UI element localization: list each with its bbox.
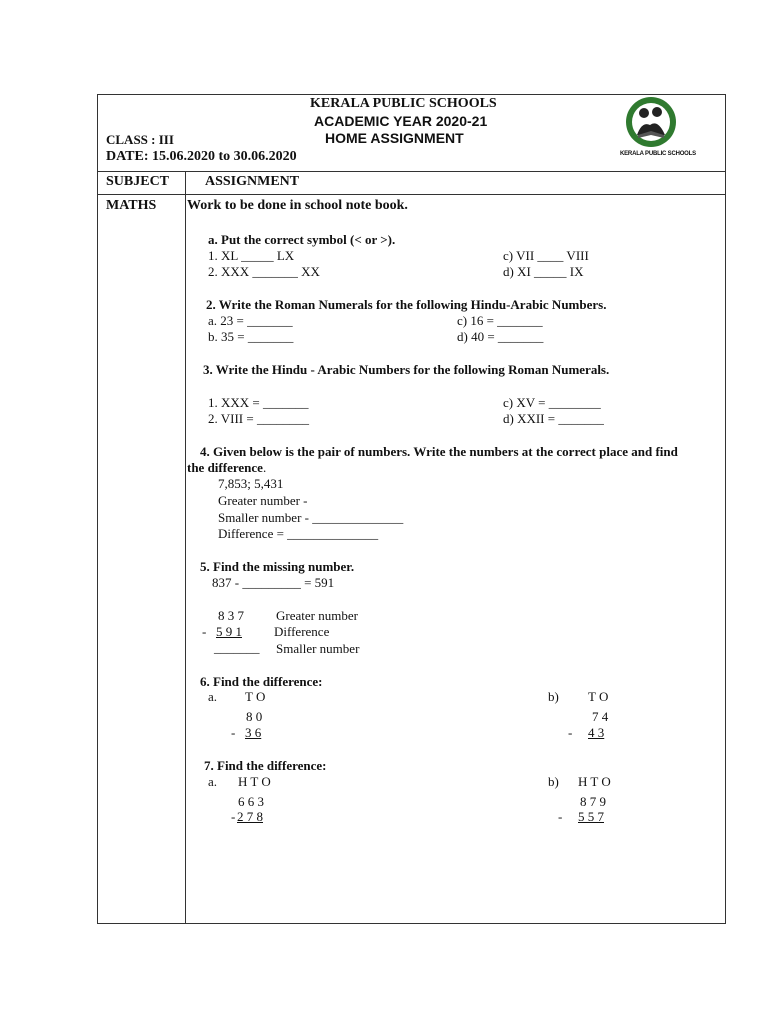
header-divider: [97, 171, 725, 172]
assignment-table-frame: [97, 94, 726, 924]
column-header-divider: [97, 194, 725, 195]
q1-item-1: 1. XL _____ LX: [208, 248, 295, 263]
q4-difference: Difference = ______________: [218, 526, 379, 541]
school-logo: [620, 95, 696, 163]
q4-title-line1: 4. Given below is the pair of numbers. Write the numbers at the correct place and find: [200, 444, 678, 459]
q6-b-head: T O: [588, 689, 609, 704]
q4-greater-number: Greater number -: [218, 493, 308, 508]
q5-answer-blank: _______: [214, 640, 260, 655]
q5-bottom-label: Smaller number: [276, 641, 360, 656]
date-label: DATE: 15.06.2020 to 30.06.2020: [106, 149, 297, 164]
q4-smaller-number: Smaller number - ______________: [218, 510, 404, 525]
q6-b-minus: -: [568, 725, 573, 740]
q5-minus: -: [202, 624, 207, 639]
page-title: HOME ASSIGNMENT: [325, 130, 464, 146]
q6-a-head: T O: [245, 689, 266, 704]
logo-caption: KERALA PUBLIC SCHOOLS: [620, 151, 696, 157]
q2-item-b: b. 35 = _______: [208, 329, 294, 344]
q7-b-minus: -: [558, 809, 563, 824]
q1-item-c: c) VII ____ VIII: [503, 248, 589, 263]
q5-equation: 837 - _________ = 591: [212, 575, 335, 590]
q6-a-top: 8 0: [246, 709, 263, 724]
q2-item-c: c) 16 = _______: [457, 313, 543, 328]
q7-b-head: H T O: [578, 774, 611, 789]
q6-a-bottom: 3 6: [245, 725, 262, 740]
q2-item-d: d) 40 = _______: [457, 329, 544, 344]
q6-b-label: b): [548, 689, 559, 704]
q4-title-difference: the difference: [187, 460, 263, 475]
school-name: KERALA PUBLIC SCHOOLS: [310, 96, 497, 111]
q1-item-2: 2. XXX _______ XX: [208, 264, 320, 279]
q7-a-head: H T O: [238, 774, 271, 789]
q7-a-label: a.: [208, 774, 218, 789]
q4-title-period: .: [262, 460, 267, 475]
q5-mid-label: Difference: [274, 624, 330, 639]
q6-b-bottom: 4 3: [588, 725, 605, 740]
subject-column-divider: [185, 171, 186, 923]
q5-title: 5. Find the missing number.: [200, 559, 355, 574]
instruction-text: Work to be done in school note book.: [187, 198, 408, 213]
q7-title: 7. Find the difference:: [204, 758, 327, 773]
subject-column-header: SUBJECT: [106, 174, 170, 189]
q2-item-a: a. 23 = _______: [208, 313, 293, 328]
q7-b-label: b): [548, 774, 559, 789]
q7-a-bottom: 2 7 8: [237, 809, 263, 824]
q5-top-label: Greater number: [276, 608, 358, 623]
subject-maths: MATHS: [106, 198, 157, 213]
q2-title: 2. Write the Roman Numerals for the following Hindu-Arabic Numbers.: [206, 297, 607, 312]
q6-a-label: a.: [208, 689, 218, 704]
q6-a-minus: -: [231, 725, 236, 740]
q7-b-bottom: 5 5 7: [578, 809, 604, 824]
q6-b-top: 7 4: [592, 709, 609, 724]
q3-item-2: 2. VIII = ________: [208, 411, 309, 426]
academic-year: ACADEMIC YEAR 2020-21: [314, 113, 488, 129]
q7-a-minus: -: [231, 809, 236, 824]
q4-numbers: 7,853; 5,431: [218, 476, 284, 491]
q7-b-top: 8 7 9: [580, 794, 606, 809]
q3-item-c: c) XV = ________: [503, 395, 601, 410]
q1-item-d: d) XI _____ IX: [503, 264, 584, 279]
q4-title-line2: [187, 460, 266, 476]
q3-title: 3. Write the Hindu - Arabic Numbers for the following Roman Numerals.: [203, 362, 610, 377]
q3-item-d: d) XXII = _______: [503, 411, 604, 426]
q5-mid-digits: 5 9 1: [216, 624, 242, 639]
q7-a-top: 6 6 3: [238, 794, 264, 809]
class-label: CLASS : III: [106, 132, 174, 147]
q1-title: a. Put the correct symbol (< or >).: [208, 232, 396, 247]
q6-title: 6. Find the difference:: [200, 674, 323, 689]
q5-top-digits: 8 3 7: [218, 608, 244, 623]
q3-item-1: 1. XXX = _______: [208, 395, 309, 410]
assignment-column-header: ASSIGNMENT: [205, 174, 300, 189]
